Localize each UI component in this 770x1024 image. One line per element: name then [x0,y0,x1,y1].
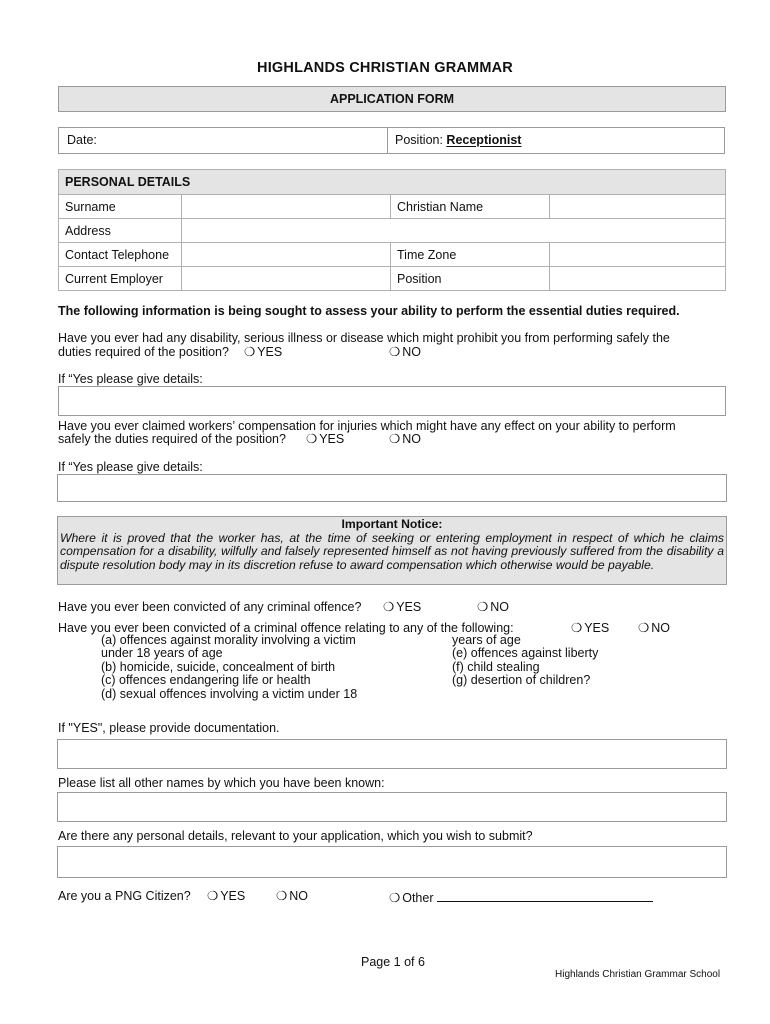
surname-input[interactable] [182,195,391,219]
position-label: Position: [395,133,447,147]
current-employer-label: Current Employer [59,267,182,291]
personal-submit-input[interactable] [57,846,727,878]
current-employer-input[interactable] [182,267,391,291]
q3-text: Have you ever been convicted of any criminal offence? [58,600,362,614]
q4-text: Have you ever been convicted of a criminal offence relating to any of the following: [58,621,514,635]
png-other-label: Other [402,891,434,905]
list-item: (g) desertion of children? [452,673,591,688]
radio-icon: ❍ [306,432,318,446]
q3-no-option[interactable] [477,600,509,614]
list-item: (c) offences endangering life or health [101,673,311,688]
radio-icon: ❍ [389,345,401,359]
footer-school-name: Highlands Christian Grammar School [555,969,721,980]
documentation-input[interactable] [57,739,727,769]
list-item: (a) offences against morality involving a victim [101,633,356,647]
important-notice [57,516,727,585]
list-item: (d) sexual offences involving a victim under 18 [101,686,358,701]
q2-no-option[interactable] [389,432,421,446]
radio-icon: ❍ [389,891,401,905]
page-number: Page 1 of 6 [361,955,425,969]
q3-yes-option[interactable] [383,600,421,614]
surname-label: Surname [59,195,182,219]
q1-details-label: If “Yes please give details: [58,372,203,386]
notice-body: Where it is proved that the worker has, at the time of seeking or entering employment in respect of which he claims compensation for a disability, wilfully and falsely represented himself as not having previously suffered from the disability a dispute resolution body may in its discretion refuse to award compensation which otherwise would be payable. [60,530,724,572]
list-item: under 18 years of age [101,646,223,661]
png-no-option[interactable] [276,889,308,903]
q2-line1: Have you ever claimed workers’ compensation for injuries which might have any effect on your ability to perform [58,419,676,433]
address-input[interactable] [182,219,726,243]
q4-yes-label: YES [584,621,610,635]
radio-icon: ❍ [477,600,489,614]
position-field [387,128,521,153]
position-row-label: Position [391,267,550,291]
documentation-label: If "YES", please provide documentation. [58,721,280,735]
list-item: (f) child stealing [452,659,540,674]
q4-right-list [452,634,598,688]
q4-left-list [101,634,357,701]
date-position-box [58,127,725,154]
christian-name-label: Christian Name [391,195,550,219]
png-citizen-label: Are you a PNG Citizen? [58,889,191,903]
q2-details-label: If “Yes please give details: [58,460,203,474]
q1-details-input[interactable] [58,386,726,416]
time-zone-input[interactable] [550,243,726,267]
q2-details-input[interactable] [57,474,727,502]
q1-line1: Have you ever had any disability, serious illness or disease which might prohibit you from performing safely the [58,331,670,345]
other-names-input[interactable] [57,792,727,822]
q3-no-label: NO [490,600,509,614]
radio-icon: ❍ [571,621,583,635]
png-yes-label: YES [220,889,246,903]
list-item: years of age [452,633,521,647]
q4-no-option[interactable] [638,621,670,635]
date-field[interactable] [59,128,387,153]
notice-title: Important Notice: [341,517,443,531]
address-label: Address [59,219,182,243]
png-other-option[interactable] [389,889,653,905]
q1-yes-label: YES [257,345,283,359]
radio-icon: ❍ [276,889,288,903]
radio-icon: ❍ [389,432,401,446]
christian-name-input[interactable] [550,195,726,219]
q1-no-option[interactable] [389,345,421,359]
png-yes-option[interactable] [207,889,245,903]
time-zone-label: Time Zone [391,243,550,267]
personal-details-heading: PERSONAL DETAILS [59,170,726,195]
radio-icon: ❍ [638,621,650,635]
q4-yes-option[interactable] [571,621,609,635]
contact-telephone-input[interactable] [182,243,391,267]
personal-details-table [58,169,726,291]
intro-text: The following information is being sought to assess your ability to perform the essential duties required. [58,304,680,318]
date-label: Date: [67,133,97,147]
q4-no-label: NO [651,621,670,635]
q1-line2: duties required of the position? [58,345,229,359]
form-title-bar [58,86,726,112]
form-title: APPLICATION FORM [329,92,455,106]
q2-line2: safely the duties required of the position? [58,432,286,446]
list-item: (b) homicide, suicide, concealment of birth [101,659,336,674]
png-no-label: NO [289,889,308,903]
radio-icon: ❍ [244,345,256,359]
q2-yes-label: YES [319,432,345,446]
other-names-label: Please list all other names by which you have been known: [58,776,385,790]
q3-yes-label: YES [396,600,422,614]
personal-submit-label: Are there any personal details, relevant to your application, which you wish to submit? [58,829,533,843]
q1-no-label: NO [402,345,421,359]
contact-telephone-label: Contact Telephone [59,243,182,267]
q2-yes-option[interactable] [306,432,344,446]
position-value: Receptionist [446,133,522,147]
position-input[interactable] [550,267,726,291]
list-item: (e) offences against liberty [452,646,599,661]
radio-icon: ❍ [207,889,219,903]
school-title: HIGHLANDS CHRISTIAN GRAMMAR [257,60,513,76]
q2-no-label: NO [402,432,421,446]
radio-icon: ❍ [383,600,395,614]
q1-yes-option[interactable] [244,345,282,359]
other-input-line[interactable] [437,889,653,902]
